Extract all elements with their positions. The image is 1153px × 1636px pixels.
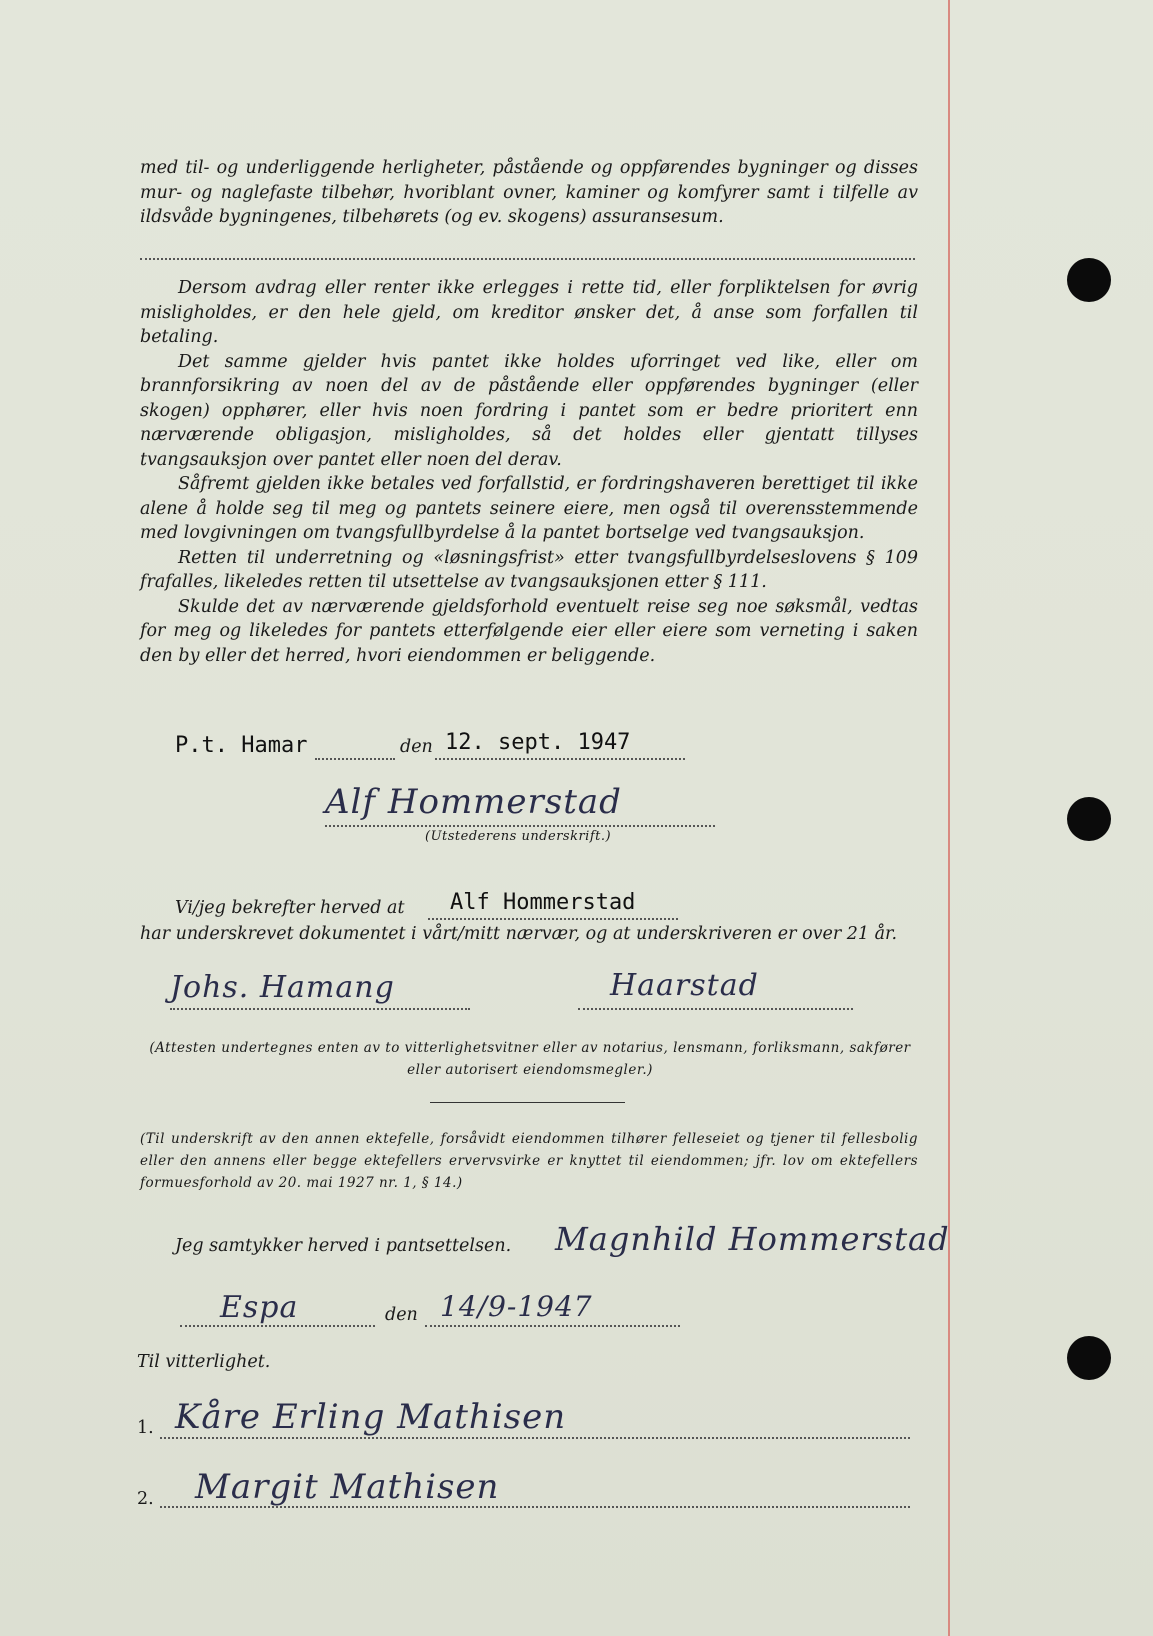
witness-number: 2. (137, 1489, 154, 1509)
witness-signature: Margit Mathisen (195, 1467, 500, 1507)
dotted-line (170, 1008, 470, 1010)
dotted-line (160, 1437, 910, 1439)
den-label: den (400, 737, 433, 757)
paragraph-venue: Skulde det av nærværende gjeldsforhold eventuelt reise seg noe søksmål, vedtas for meg og likeledes for pantets etterfølgende eier eller eiere som verneting i saken den by eller det herred, hvori eiendommen er beliggende. (140, 596, 918, 666)
attestation-note: (Attesten undertegnes enten av to vitterlighetsvitner eller av notarius, lensmann, forliksmann, sakfører eller autorisert eiendomsmegler.) (149, 1040, 911, 1078)
date-value: 12. sept. 1947 (445, 730, 631, 755)
paragraph-notice: Retten til underretning og «løsningsfrist» etter tvangsfullbyrdelseslovens § 109 frafalles, likeledes retten til utsettelse av tvangsauksjonen etter § 111. (140, 547, 918, 592)
witness1-signature: Johs. Hamang (170, 970, 395, 1005)
issuer-signature: Alf Hommerstad (325, 782, 622, 822)
dotted-line (180, 1325, 375, 1327)
place-value: P.t. Hamar (175, 733, 308, 758)
witness-number: 1. (137, 1418, 154, 1438)
spouse-note: (Til underskrift av den annen ektefelle, forsåvidt eiendommen tilhører felleseiet og tjener til fellesbolig eller den annens eller begge ektefellers ervervsvirke er knyttet til eiendommen; jfr. lov om ektefellers formuesforhold av 20. mai 1927 nr. 1, § 14.) (140, 1131, 918, 1191)
attested-name: Alf Hommerstad (450, 890, 636, 915)
terms-section (140, 276, 918, 668)
punch-hole-icon (1067, 797, 1111, 841)
issuer-signature-caption: (Utstederens underskrift.) (425, 829, 612, 844)
dotted-line (425, 1325, 680, 1327)
dotted-line (315, 758, 395, 760)
witness-signature: Kåre Erling Mathisen (175, 1397, 567, 1437)
paragraph-default: Dersom avdrag eller renter ikke erlegges i rette tid, eller forpliktelsen for øvrig misligholdes, er den hele gjeld, om kreditor ønsker det, å anse som forfallen til betaling. (140, 278, 918, 347)
dotted-line (160, 1506, 910, 1508)
consent-date: 14/9-1947 (440, 1290, 593, 1323)
witnesses-label: Til vitterlighet. (137, 1352, 271, 1372)
consent-place: Espa (220, 1290, 299, 1325)
attestation-label: Vi/jeg bekrefter herved at (175, 898, 405, 918)
dotted-line (428, 918, 678, 920)
paragraph-due: Såfremt gjelden ikke betales ved forfallstid, er fordringshaveren berettiget til ikke alene å holde seg til meg og pantets seinere eiere, men også til overensstemmende med lovgivningen om tvangsfullbyrdelse å la pantet bortselge ved tvangsauksjon. (140, 474, 918, 543)
dotted-line (325, 825, 715, 827)
dotted-separator (140, 258, 915, 260)
consent-den-label: den (385, 1305, 418, 1325)
section-rule (430, 1102, 625, 1103)
dotted-line (578, 1008, 853, 1010)
punch-hole-icon (1067, 258, 1111, 302)
spouse-signature: Magnhild Hommerstad (555, 1220, 950, 1258)
paragraph-insurance: Det samme gjelder hvis pantet ikke holdes uforringet ved like, eller om brannforsikring av noen del av de påstående eller oppførendes bygninger (eller skogen) opphører, eller hvis noen fordring i pantet som er bedre prioritert enn nærværende obligasjon, misligholdes, så det holdes eller gjentatt tillyses tvangsauksjon over pantet eller noen del derav. (140, 351, 918, 470)
consent-label: Jeg samtykker herved i pantsettelsen. (175, 1236, 512, 1256)
dotted-line (435, 758, 685, 760)
attestation-text: har underskrevet dokumentet i vårt/mitt nærvær, og at underskriveren er over 21 år. (140, 924, 898, 944)
margin-line (948, 0, 950, 1636)
punch-hole-icon (1067, 1336, 1111, 1380)
witness2-signature: Haarstad (610, 968, 759, 1003)
paragraph-property: med til- og underliggende herligheter, påstående og oppførendes bygninger og disses mur- og naglefaste tilbehør, hvoriblant ovner, kaminer og komfyrer samt i tilfelle av ildsvåde bygningenes, tilbehørets (og ev. skogens) assuransesum. (140, 158, 918, 227)
